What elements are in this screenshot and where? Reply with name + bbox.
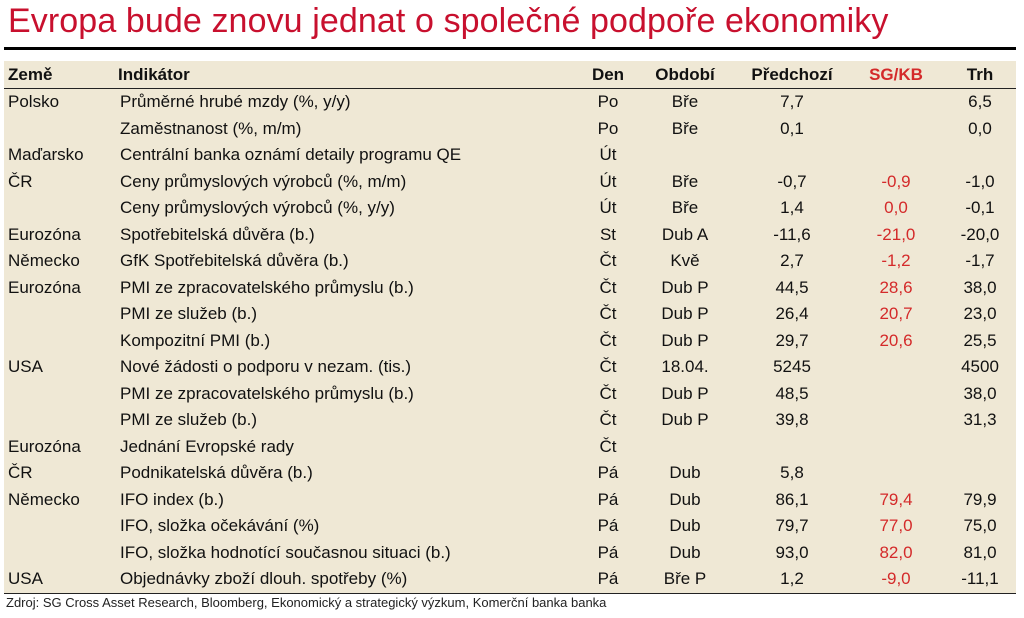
table-row [4, 513, 1016, 540]
cell-sg-kb: 28,6 [879, 277, 913, 297]
table-row [4, 354, 1016, 381]
header-period: Období [655, 64, 715, 84]
table-row [4, 275, 1016, 302]
cell-sg-kb [848, 354, 944, 381]
cell-market: -20,0 [960, 224, 1000, 244]
table-row [4, 89, 1016, 116]
header-sg-kb: SG/KB [869, 64, 923, 84]
cell-market: 38,0 [963, 383, 997, 403]
cell-previous: 2,7 [780, 251, 804, 271]
cell-sg-kb: -1,2 [881, 251, 911, 271]
cell-indicator: IFO index (b.) [120, 489, 224, 509]
cell-previous: 26,4 [775, 304, 809, 324]
table-row [4, 116, 1016, 143]
cell-day: Po [597, 92, 619, 112]
page-title: Evropa bude znovu jednat o společné podpoře ekonomiky [8, 2, 889, 40]
cell-previous: 1,2 [780, 569, 804, 589]
cell-day: Pá [597, 569, 619, 589]
cell-country: Eurozóna [8, 436, 81, 456]
header-day: Den [591, 64, 625, 84]
cell-day: Pá [597, 463, 619, 483]
title-rule [4, 47, 1016, 50]
cell-sg-kb: 79,4 [879, 489, 913, 509]
cell-indicator: Ceny průmyslových výrobců (%, y/y) [120, 198, 395, 218]
cell-indicator: Ceny průmyslových výrobců (%, m/m) [120, 171, 407, 191]
cell-country [4, 301, 114, 328]
cell-sg-kb [848, 381, 944, 408]
cell-period: Bře [671, 118, 699, 138]
cell-period: Dub P [661, 330, 709, 350]
cell-market: 75,0 [963, 516, 997, 536]
cell-previous: 79,7 [775, 516, 809, 536]
cell-day: Pá [597, 516, 619, 536]
header-row [4, 61, 1016, 89]
table-row [4, 195, 1016, 222]
cell-previous [736, 434, 848, 461]
calendar-table-container [4, 61, 1016, 594]
cell-sg-kb: -21,0 [876, 224, 916, 244]
cell-indicator: Spotřebitelská důvěra (b.) [120, 224, 315, 244]
cell-day: Čt [599, 436, 617, 456]
table-row [4, 381, 1016, 408]
cell-period: Dub [669, 489, 701, 509]
cell-day: Čt [599, 330, 617, 350]
cell-period: Kvě [670, 251, 700, 271]
cell-sg-kb [848, 89, 944, 116]
source-note: Zdroj: SG Cross Asset Research, Bloomberg, Ekonomický a strategický výzkum, Komerční banka banka [6, 595, 607, 610]
cell-previous: -0,7 [777, 171, 807, 191]
cell-indicator: PMI ze služeb (b.) [120, 410, 257, 430]
cell-period: Dub [669, 542, 701, 562]
cell-sg-kb: 82,0 [879, 542, 913, 562]
cell-day: Čt [599, 304, 617, 324]
cell-previous: -11,6 [773, 224, 811, 244]
cell-previous: 5,8 [780, 463, 804, 483]
cell-period: Dub P [661, 304, 709, 324]
cell-period: Dub [669, 463, 701, 483]
cell-market: 6,5 [968, 92, 992, 112]
cell-market: 4500 [961, 357, 999, 377]
cell-indicator: IFO, složka hodnotící současnou situaci (b.) [120, 542, 451, 562]
cell-indicator: Nové žádosti o podporu v nezam. (tis.) [120, 357, 412, 377]
cell-period: Dub [669, 516, 701, 536]
table-row [4, 222, 1016, 249]
cell-sg-kb: 0,0 [884, 198, 908, 218]
table-row [4, 434, 1016, 461]
cell-sg-kb [848, 116, 944, 143]
table-row [4, 248, 1016, 275]
cell-country: ČR [8, 171, 33, 191]
cell-sg-kb [848, 434, 944, 461]
cell-period [634, 142, 736, 169]
cell-day: Út [599, 198, 617, 218]
table-row [4, 407, 1016, 434]
cell-indicator: Centrální banka oznámí detaily programu QE [120, 145, 462, 165]
table-row [4, 169, 1016, 196]
cell-country [4, 195, 114, 222]
cell-market: 0,0 [968, 118, 992, 138]
cell-indicator: PMI ze zpracovatelského průmyslu (b.) [120, 277, 414, 297]
cell-country [4, 513, 114, 540]
cell-indicator: Zaměstnanost (%, m/m) [120, 118, 302, 138]
table-row [4, 142, 1016, 169]
cell-sg-kb [848, 142, 944, 169]
cell-previous [736, 142, 848, 169]
cell-previous: 0,1 [780, 118, 804, 138]
cell-country [4, 540, 114, 567]
cell-country [4, 116, 114, 143]
cell-market: -0,1 [965, 198, 995, 218]
cell-previous: 39,8 [775, 410, 809, 430]
cell-country: Německo [8, 489, 80, 509]
cell-country [4, 328, 114, 355]
table-body [4, 89, 1016, 594]
cell-sg-kb: 77,0 [879, 516, 913, 536]
cell-previous: 44,5 [775, 277, 809, 297]
cell-previous: 86,1 [775, 489, 809, 509]
cell-market [944, 460, 1016, 487]
header-indicator: Indikátor [118, 64, 190, 84]
cell-day: Pá [597, 489, 619, 509]
cell-sg-kb: -0,9 [881, 171, 911, 191]
table-row [4, 328, 1016, 355]
cell-country [4, 381, 114, 408]
cell-market: -1,7 [965, 251, 995, 271]
cell-sg-kb [848, 460, 944, 487]
cell-indicator: PMI ze služeb (b.) [120, 304, 257, 324]
header-country: Země [8, 64, 53, 84]
cell-day: Pá [597, 542, 619, 562]
cell-indicator: Podnikatelská důvěra (b.) [120, 463, 313, 483]
cell-indicator: GfK Spotřebitelská důvěra (b.) [120, 251, 349, 271]
cell-day: Čt [599, 383, 617, 403]
cell-period: Dub P [661, 383, 709, 403]
cell-period: 18.04. [661, 357, 709, 377]
table-row [4, 301, 1016, 328]
cell-market: 79,9 [963, 489, 997, 509]
table-row [4, 460, 1016, 487]
cell-country: Německo [8, 251, 80, 271]
cell-day: Út [599, 171, 617, 191]
cell-indicator: IFO, složka očekávání (%) [120, 516, 320, 536]
cell-day: Čt [599, 277, 617, 297]
cell-market [944, 434, 1016, 461]
cell-day: Po [597, 118, 619, 138]
economic-calendar-table [4, 61, 1016, 594]
cell-country: ČR [8, 463, 33, 483]
cell-country: USA [8, 569, 43, 589]
cell-country: Polsko [8, 92, 60, 112]
table-row [4, 566, 1016, 593]
cell-previous: 29,7 [775, 330, 809, 350]
cell-country: Eurozóna [8, 277, 81, 297]
cell-period: Bře P [663, 569, 707, 589]
cell-market: 25,5 [963, 330, 997, 350]
header-market: Trh [966, 64, 994, 84]
cell-country: USA [8, 357, 43, 377]
cell-previous: 48,5 [775, 383, 809, 403]
cell-sg-kb: 20,6 [879, 330, 913, 350]
cell-country [4, 407, 114, 434]
cell-day: Čt [599, 410, 617, 430]
table-row [4, 487, 1016, 514]
cell-country: Eurozóna [8, 224, 81, 244]
cell-period [634, 434, 736, 461]
cell-market: 23,0 [963, 304, 997, 324]
cell-period: Dub P [661, 410, 709, 430]
cell-market: 38,0 [963, 277, 997, 297]
cell-sg-kb: -9,0 [881, 569, 911, 589]
cell-indicator: Kompozitní PMI (b.) [120, 330, 271, 350]
cell-indicator: Objednávky zboží dlouh. spotřeby (%) [120, 569, 408, 589]
cell-period: Bře [671, 92, 699, 112]
cell-market: -11,1 [961, 569, 999, 589]
cell-period: Bře [671, 171, 699, 191]
cell-market: 81,0 [963, 542, 997, 562]
cell-indicator: Jednání Evropské rady [120, 436, 294, 456]
cell-market: -1,0 [965, 171, 995, 191]
cell-period: Dub P [661, 277, 709, 297]
cell-indicator: Průměrné hrubé mzdy (%, y/y) [120, 92, 351, 112]
cell-country: Maďarsko [8, 145, 84, 165]
cell-day: Út [599, 145, 617, 165]
cell-previous: 93,0 [775, 542, 809, 562]
cell-day: Čt [599, 357, 617, 377]
cell-market [944, 142, 1016, 169]
cell-market: 31,3 [963, 410, 997, 430]
cell-previous: 1,4 [780, 198, 804, 218]
cell-sg-kb [848, 407, 944, 434]
cell-sg-kb: 20,7 [879, 304, 913, 324]
header-previous: Předchozí [751, 64, 833, 84]
table-row [4, 540, 1016, 567]
cell-indicator: PMI ze zpracovatelského průmyslu (b.) [120, 383, 414, 403]
cell-previous: 5245 [773, 357, 811, 377]
cell-day: Čt [599, 251, 617, 271]
cell-period: Dub A [661, 224, 709, 244]
cell-period: Bře [671, 198, 699, 218]
cell-previous: 7,7 [780, 92, 804, 112]
cell-day: St [599, 224, 617, 244]
